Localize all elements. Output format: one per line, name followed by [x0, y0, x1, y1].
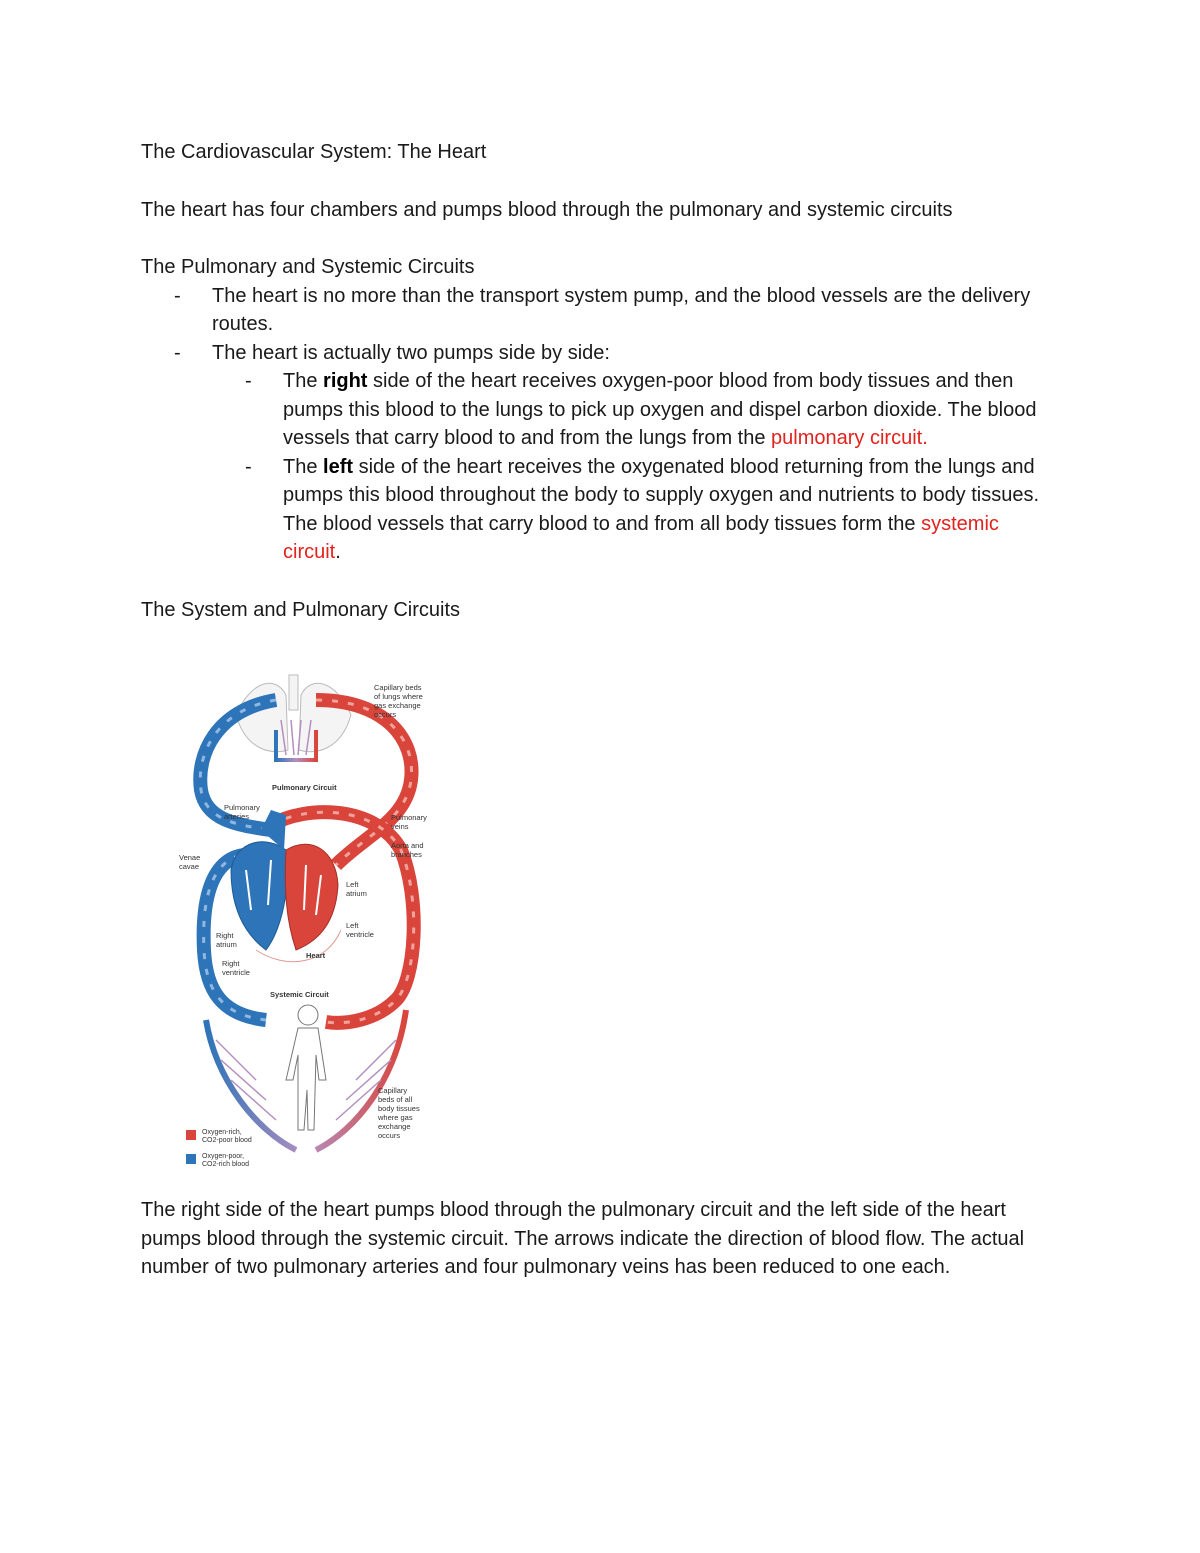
sub-list-item-right [141, 367, 1061, 453]
label-pulmonary-arteries: Pulmonary arteries [224, 803, 260, 821]
circulation-diagram [176, 660, 438, 1170]
label-heart: Heart [306, 951, 326, 960]
label-left-atrium: Left atrium [346, 880, 367, 898]
highlight-systemic-circuit: systemic circuit [283, 512, 999, 563]
label-aorta: Aorta and branches [391, 841, 424, 859]
sub-text-pre: The [283, 455, 324, 478]
label-venae-cavae: Venae cavae [179, 853, 201, 871]
sub-text-pre: The [283, 370, 324, 392]
label-capillary-lungs: Capillary beds of lungs where gas exchange occurs [374, 683, 423, 719]
list-item [141, 282, 1061, 339]
lung-capillary-bed [236, 675, 351, 760]
doc-title: The Cardiovascular System: The Heart [141, 141, 487, 163]
label-right-atrium: Right atrium [216, 931, 237, 949]
document-body [141, 138, 1061, 624]
label-systemic-circuit: Systemic Circuit [270, 990, 329, 999]
diagram-legend [186, 1129, 252, 1168]
section-heading-figure: The System and Pulmonary Circuits [141, 598, 461, 621]
legend-swatch-oxygen-poor [186, 1154, 196, 1164]
label-pulmonary-veins: Pulmonary veins [391, 813, 427, 831]
sub-text: side of the heart receives the oxygenated blood returning from the lungs and pumps this blood throughout the body to supply oxygen and nutrients to body tissues. The blood vessels that carry blood to and from all body tissues form the [283, 455, 1040, 535]
sub-text-post: . [335, 541, 341, 563]
highlight-pulmonary-circuit: pulmonary circuit. [771, 427, 928, 449]
intro-paragraph: The heart has four chambers and pumps blood through the pulmonary and systemic circuits [141, 198, 953, 221]
sub-text: side of the heart receives oxygen-poor blood from body tissues and then pumps this blood to the lungs to pick up oxygen and dispel carbon dioxide. The blood vessels that carry blood to and from the lungs from the [283, 370, 1037, 449]
legend-oxygen-rich: Oxygen-rich, CO2-poor blood [202, 1129, 252, 1144]
bold-right: right [323, 370, 368, 392]
sub-list-item-left [141, 453, 1061, 567]
bold-left: left [323, 455, 354, 478]
figure-caption: The right side of the heart pumps blood through the pulmonary circuit and the left side of the heart pumps blood through the systemic circuit. The arrows indicate the direction of blood flow. The actual number of two pulmonary arteries and four pulmonary veins has been reduced to one each. [141, 1199, 1025, 1278]
bullet-text: The heart is actually two pumps side by side: [212, 341, 610, 364]
label-left-ventricle: Left ventricle [346, 921, 374, 939]
bullet-text: The heart is no more than the transport system pump, and the blood vessels are the delivery routes. [212, 284, 1031, 335]
bullet-dash: - [245, 455, 252, 478]
bullet-dash: - [245, 370, 252, 392]
bullet-dash: - [174, 284, 181, 307]
bullet-list [141, 282, 1061, 567]
label-pulmonary-circuit: Pulmonary Circuit [272, 783, 337, 792]
bullet-dash: - [174, 341, 181, 364]
label-capillary-body: Capillary beds of all body tissues where gas exchange occurs [378, 1086, 420, 1140]
label-right-ventricle: Right ventricle [222, 959, 250, 977]
section-heading-circuits: The Pulmonary and Systemic Circuits [141, 256, 475, 278]
legend-oxygen-poor: Oxygen-poor, CO2-rich blood [202, 1153, 250, 1168]
list-item [141, 339, 1061, 567]
legend-swatch-oxygen-rich [186, 1130, 196, 1140]
